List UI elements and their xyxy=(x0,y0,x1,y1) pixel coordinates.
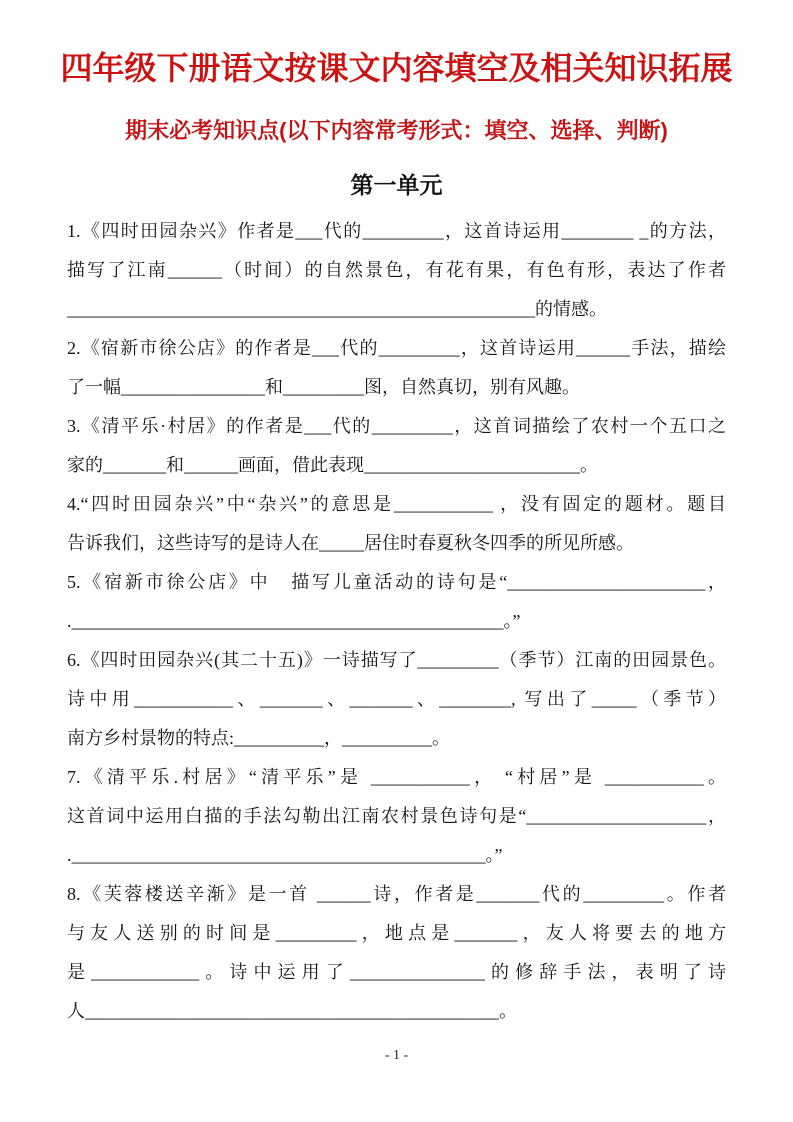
exercise-item-7-line-1: 7.《清平乐.村居》“清平乐”是 ___________， “村居”是 ___________。 xyxy=(67,767,726,788)
exercise-item-3-line-2: 家的_______和______画面，借此表现________________________。 xyxy=(67,455,598,476)
exercise-item-6 xyxy=(67,641,726,758)
exercise-item-5-line-1: 5.《宿新市徐公店》中 描写儿童活动的诗句是“______________________， xyxy=(67,572,726,593)
exercise-item-1 xyxy=(67,212,726,329)
document-subtitle: 期末必考知识点(以下内容常考形式：填空、选择、判断) xyxy=(125,117,668,143)
exercise-item-1-line-3: ____________________________________________________的情感。 xyxy=(67,299,607,320)
exercise-item-1-line-1: 1.《四时田园杂兴》作者是___代的_________，这首诗运用________ _的方法， xyxy=(67,221,726,242)
exercise-item-3-line-1: 3.《清平乐·村居》的作者是___代的_________，这首词描绘了农村一个五口之 xyxy=(67,416,726,437)
exercise-item-7-line-2: 这首词中运用白描的手法勾勒出江南农村景色诗句是“____________________， xyxy=(67,806,726,827)
exercise-item-7 xyxy=(67,758,726,875)
document-title: 四年级下册语文按课文内容填空及相关知识拓展 xyxy=(60,50,733,86)
section-heading: 第一单元 xyxy=(350,173,443,199)
exercise-item-1-line-2: 描写了江南______（时间）的自然景色，有花有果，有色有形，表达了作者 xyxy=(67,260,726,281)
exercise-item-4-line-2: 告诉我们，这些诗写的是诗人在_____居住时春夏秋冬四季的所见所感。 xyxy=(67,533,634,554)
exercise-item-4-line-1: 4.“四时田园杂兴”中“杂兴”的意思是___________ ，没有固定的题材。题目 xyxy=(67,494,726,515)
exercise-item-8-line-2: 与友人送别的时间是_________，地点是_______，友人将要去的地方 xyxy=(67,923,726,944)
exercise-item-8-line-3: 是____________。诗中运用了_______________的修辞手法，表明了诗 xyxy=(67,962,726,983)
exercise-list xyxy=(67,212,726,1031)
exercise-item-5 xyxy=(67,563,726,641)
exercise-item-5-line-2: .________________________________________________。” xyxy=(67,611,521,632)
page-number: - 1 - xyxy=(384,1048,409,1063)
exercise-item-6-line-1: 6.《四时田园杂兴(其二十五)》一诗描写了_________（季节）江南的田园景色。 xyxy=(67,650,726,671)
exercise-item-2-line-1: 2.《宿新市徐公店》的作者是___代的_________，这首诗运用______手法，描绘 xyxy=(67,338,726,359)
exercise-item-8-line-1: 8.《芙蓉楼送辛渐》是一首 ______诗，作者是_______代的_________。作者 xyxy=(67,884,726,905)
exercise-item-6-line-3: 南方乡村景物的特点:__________，__________。 xyxy=(67,728,450,749)
exercise-item-3 xyxy=(67,407,726,485)
exercise-item-2 xyxy=(67,329,726,407)
exercise-item-8-line-4: 人______________________________________________。 xyxy=(67,1001,517,1022)
exercise-item-7-line-3: .______________________________________________。” xyxy=(67,845,503,866)
exercise-item-4 xyxy=(67,485,726,563)
exercise-item-8 xyxy=(67,875,726,1031)
exercise-item-6-line-2: 诗中用___________、_______、_______、________, 写出了_____（季节） xyxy=(67,689,726,710)
exercise-item-2-line-2: 了一幅________________和_________图，自然真切，别有风趣。 xyxy=(67,377,580,398)
